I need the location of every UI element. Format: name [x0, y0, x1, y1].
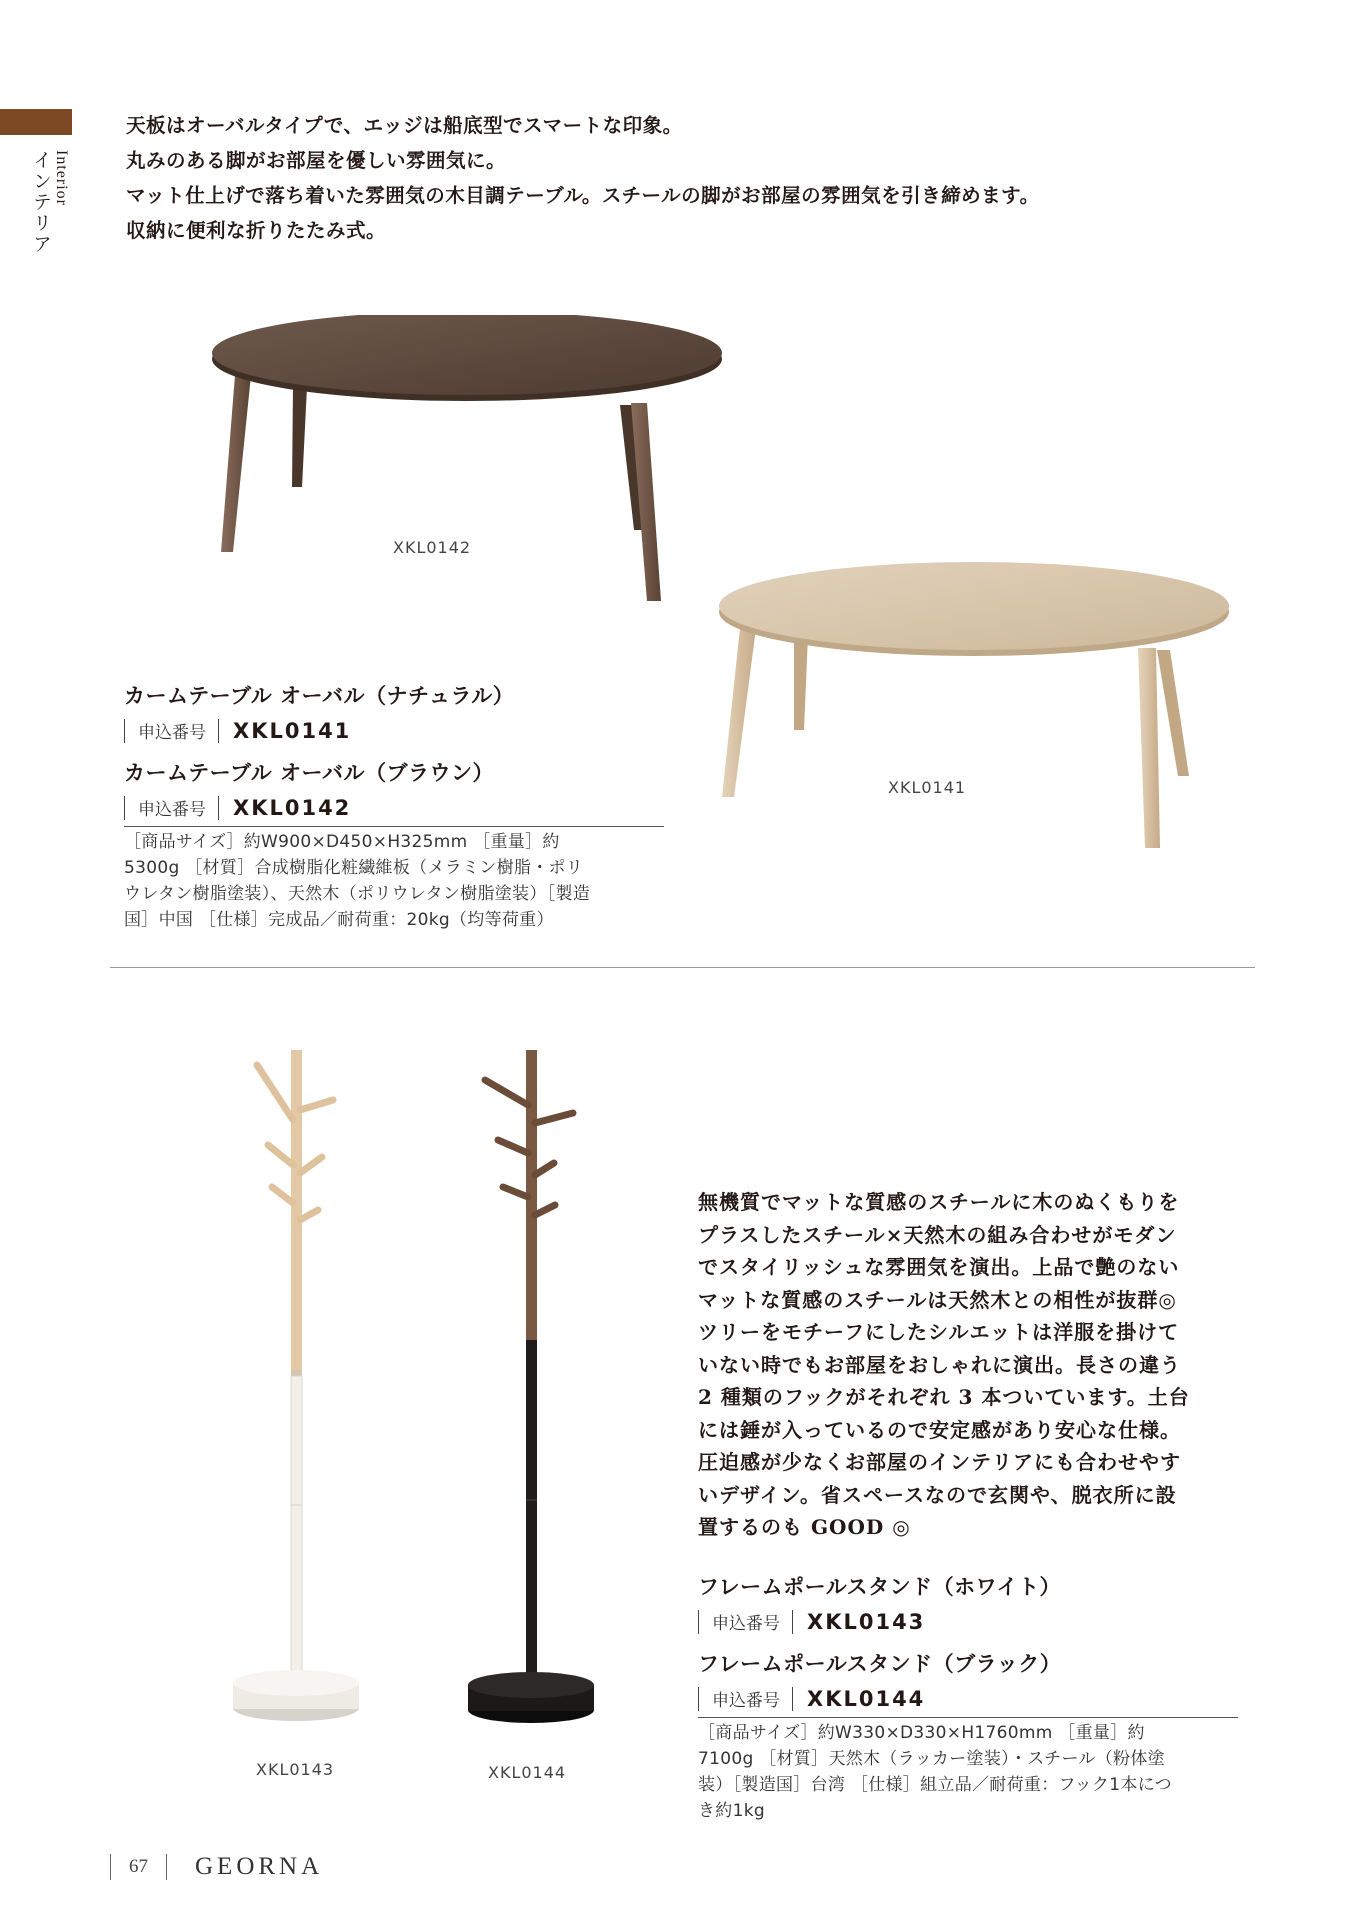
desc-line: プラスしたスチール×天然木の組み合わせがモダン: [698, 1222, 1177, 1247]
separator: [698, 1687, 699, 1711]
desc-line: いない時でもお部屋をおしゃれに演出。長さの違う: [698, 1352, 1181, 1377]
intro-line: マット仕上げで落ち着いた雰囲気の木目調テーブル。スチールの脚がお部屋の雰囲気を引き締めます。: [126, 184, 1040, 207]
order-number-label: 申込番号: [712, 1691, 780, 1711]
natural-table-caption: XKL0141: [888, 778, 967, 797]
white-stand-caption: XKL0143: [256, 1760, 335, 1779]
desc-line: 無機質でマットな質感のスチールに木のぬくもりを: [698, 1190, 1180, 1214]
desc-line: には錘が入っているので安定感があり安心な仕様。: [698, 1417, 1181, 1442]
product-name: カームテーブル オーバル（ブラウン）: [124, 761, 494, 785]
spec-line: ［商品サイズ］約W330×D330×H1760mm ［重量］約: [698, 1723, 1145, 1743]
black-stand-caption: XKL0144: [488, 1763, 567, 1782]
separator: [698, 1610, 699, 1634]
order-number-row: [698, 1686, 1238, 1711]
separator: [218, 796, 219, 820]
separator: [792, 1610, 793, 1634]
page-footer: [110, 1853, 323, 1881]
desc-line: マットな質感のスチールは天然木との相性が抜群◎: [698, 1287, 1177, 1312]
brown-table-image: [205, 315, 725, 605]
brand-name: GEORNA: [195, 1853, 324, 1880]
order-code: XKL0141: [233, 718, 352, 743]
stand-spec: [698, 1720, 1238, 1824]
section-divider: [110, 967, 1255, 968]
table-product-info: [124, 680, 664, 933]
product-name: フレームポールスタンド（ホワイト）: [698, 1575, 1061, 1599]
white-pole-stand-image: [225, 1045, 375, 1745]
order-code: XKL0144: [807, 1686, 926, 1711]
stand-description: [698, 1186, 1258, 1544]
order-code: XKL0142: [233, 795, 352, 820]
section-label-jp: インテリア: [30, 150, 52, 255]
spec-line: き約1kg: [698, 1801, 765, 1821]
order-number-label: 申込番号: [138, 723, 206, 743]
separator: [218, 719, 219, 743]
spec-line: 7100g ［材質］天然木（ラッカー塗装）・スチール（粉体塗: [698, 1749, 1165, 1769]
desc-line: 圧迫感が少なくお部屋のインテリアにも合わせやす: [698, 1450, 1181, 1474]
section-label-en: Interior: [53, 150, 70, 206]
separator: [792, 1687, 793, 1711]
brown-table-caption: XKL0142: [393, 538, 472, 557]
desc-line: いデザイン。省スペースなので玄関や、脱衣所に設: [698, 1482, 1177, 1507]
page-number: 67: [129, 1856, 148, 1877]
separator: [166, 1854, 167, 1880]
black-pole-stand-image: [455, 1045, 605, 1745]
order-number-label: 申込番号: [138, 800, 206, 820]
intro-text: [126, 108, 1276, 248]
spec-line: ［商品サイズ］約W900×D450×H325mm ［重量］約: [124, 832, 560, 852]
desc-line: ツリーをモチーフにしたシルエットは洋服を掛けて: [698, 1320, 1180, 1344]
spec-line: 装）［製造国］台湾 ［仕様］組立品／耐荷重：フック1本につ: [698, 1775, 1172, 1795]
desc-line: 2 種類のフックがそれぞれ 3 本ついています。土台: [698, 1385, 1190, 1409]
order-number-label: 申込番号: [712, 1614, 780, 1634]
order-number-row: [698, 1609, 1238, 1634]
separator: [124, 796, 125, 820]
desc-line: でスタイリッシュな雰囲気を演出。上品で艶のない: [698, 1255, 1180, 1279]
separator: [110, 1854, 111, 1880]
intro-line: 天板はオーバルタイプで、エッジは船底型でスマートな印象。: [126, 114, 683, 137]
order-code: XKL0143: [807, 1609, 926, 1634]
intro-line: 収納に便利な折りたたみ式。: [126, 219, 387, 242]
table-spec: [124, 829, 664, 933]
product-name: フレームポールスタンド（ブラック）: [698, 1652, 1062, 1676]
desc-line: 置するのも GOOD ◎: [698, 1515, 911, 1539]
section-tab-bar: [0, 109, 72, 135]
natural-table-image: [712, 560, 1232, 850]
intro-line: 丸みのある脚がお部屋を優しい雰囲気に。: [126, 149, 507, 172]
spec-rule: [698, 1717, 1238, 1718]
product-name: カームテーブル オーバル（ナチュラル）: [124, 684, 515, 708]
order-number-row: [124, 718, 664, 743]
spec-rule: [124, 826, 664, 827]
spec-line: 国］中国 ［仕様］完成品／耐荷重：20kg（均等荷重）: [124, 910, 554, 930]
spec-line: ウレタン樹脂塗装）、天然木（ポリウレタン樹脂塗装）［製造: [124, 884, 591, 904]
stand-product-info: [698, 1571, 1238, 1824]
spec-line: 5300g ［材質］合成樹脂化粧繊維板（メラミン樹脂・ポリ: [124, 858, 584, 878]
separator: [124, 719, 125, 743]
order-number-row: [124, 795, 664, 820]
